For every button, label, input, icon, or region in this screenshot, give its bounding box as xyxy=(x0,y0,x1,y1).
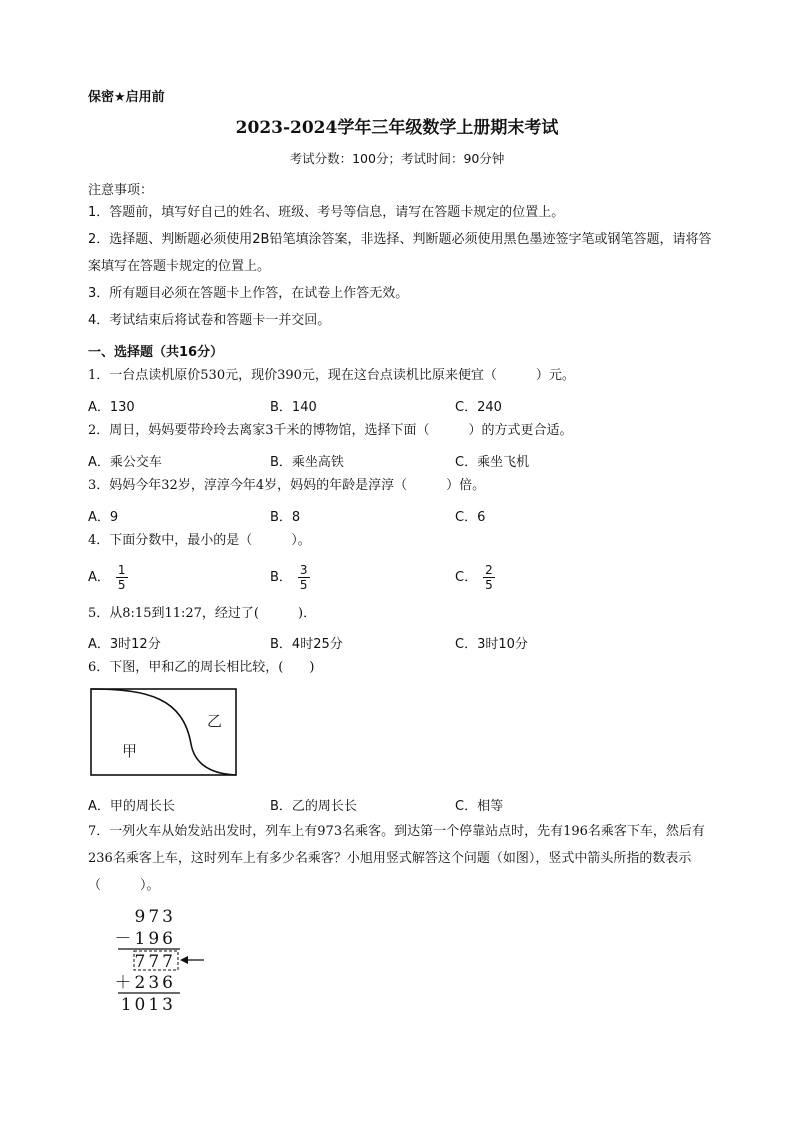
calc-row-3: 777 xyxy=(134,952,176,972)
question-1-options xyxy=(88,396,728,416)
note-4: 4．考试结束后将试卷和答题卡一并交回。 xyxy=(88,313,331,328)
arrow-icon xyxy=(180,956,188,964)
option-label: B． xyxy=(270,570,292,585)
numerator: 3 xyxy=(299,563,308,577)
option-c: C．相等 xyxy=(455,799,504,814)
fraction xyxy=(298,563,310,592)
option-c: C．240 xyxy=(455,400,502,415)
fraction xyxy=(116,563,128,592)
option-b: B．4时25分 xyxy=(270,637,343,652)
denominator: 5 xyxy=(117,578,126,592)
question-5-options xyxy=(88,633,728,653)
option-a: A．甲的周长长 xyxy=(88,799,175,814)
option-label: C． xyxy=(455,570,478,585)
note-3: 3．所有题目必须在答题卡上作答，在试卷上作答无效。 xyxy=(88,286,409,301)
question-7: 7．一列火车从始发站出发时，列车上有973名乘客。到达第一个停靠站点时，先有196名乘客下车，然后有236名乘客上车，这时列车上有多少名乘客？小旭用竖式解答这个问题（如图），竖式中箭头所指的数表示（ ）。 xyxy=(88,824,705,893)
option-c: C．3时10分 xyxy=(455,637,528,652)
calc-row-2: －196 xyxy=(114,929,176,949)
question-6: 6．下图，甲和乙的周长相比较，( ) xyxy=(88,660,315,675)
question-4: 4．下面分数中，最小的是（ ）。 xyxy=(88,533,311,548)
question-3-options xyxy=(88,506,728,526)
note-2: 2．选择题、判断题必须使用2B铅笔填涂答案，非选择、判断题必须使用黑色墨迹签字笔或钢笔答题，请将答案填写在答题卡规定的位置上。 xyxy=(88,232,712,274)
question-5: 5．从8:15到11:27，经过了( )． xyxy=(88,606,317,621)
calc-row-5: 1013 xyxy=(120,995,176,1014)
question-2: 2．周日，妈妈要带玲玲去离家3千米的博物馆，选择下面（ ）的方式更合适。 xyxy=(88,423,573,438)
option-b: B．140 xyxy=(270,400,317,415)
figure-curve xyxy=(91,689,236,775)
numerator: 2 xyxy=(485,563,493,577)
option-b: B．乙的周长长 xyxy=(270,799,357,814)
option-c xyxy=(455,563,495,592)
note-1: 1．答题前，填写好自己的姓名、班级、考号等信息，请写在答题卡规定的位置上。 xyxy=(88,205,565,220)
option-a: A．9 xyxy=(88,510,119,525)
exam-title: 2023-2024学年三年级数学上册期末考试 xyxy=(235,118,559,138)
vertical-calculation xyxy=(108,902,218,1014)
option-a: A．3时12分 xyxy=(88,637,161,652)
denominator: 5 xyxy=(485,578,493,592)
option-a: A．乘公交车 xyxy=(88,455,162,470)
question-4-options xyxy=(88,563,728,595)
figure-label-yi: 乙 xyxy=(207,712,223,730)
calc-row-4: ＋236 xyxy=(114,973,176,993)
perimeter-figure xyxy=(88,686,240,780)
figure-label-jia: 甲 xyxy=(122,742,138,760)
numerator: 1 xyxy=(117,563,126,577)
section-heading: 一、选择题（共16分） xyxy=(88,345,224,360)
option-label: A． xyxy=(88,570,110,585)
option-c: C．乘坐飞机 xyxy=(455,455,530,470)
option-a xyxy=(88,563,128,592)
question-6-options xyxy=(88,795,728,815)
exam-info: 考试分数：100分；考试时间：90分钟 xyxy=(289,151,505,166)
option-c: C．6 xyxy=(455,510,486,525)
confidential-label: 保密★启用前 xyxy=(88,90,165,105)
calc-row-1: 973 xyxy=(134,907,176,927)
fraction xyxy=(483,563,495,592)
option-b xyxy=(270,563,310,592)
question-3: 3．妈妈今年32岁，淳淳今年4岁，妈妈的年龄是淳淳（ ）倍。 xyxy=(88,478,486,493)
denominator: 5 xyxy=(299,578,308,592)
question-1: 1．一台点读机原价530元，现价390元，现在这台点读机比原来便宜（ ）元。 xyxy=(88,368,575,383)
notes-title: 注意事项： xyxy=(88,183,154,198)
option-b: B．8 xyxy=(270,510,301,525)
option-b: B．乘坐高铁 xyxy=(270,455,344,470)
option-a: A．130 xyxy=(88,400,135,415)
question-2-options xyxy=(88,451,728,471)
